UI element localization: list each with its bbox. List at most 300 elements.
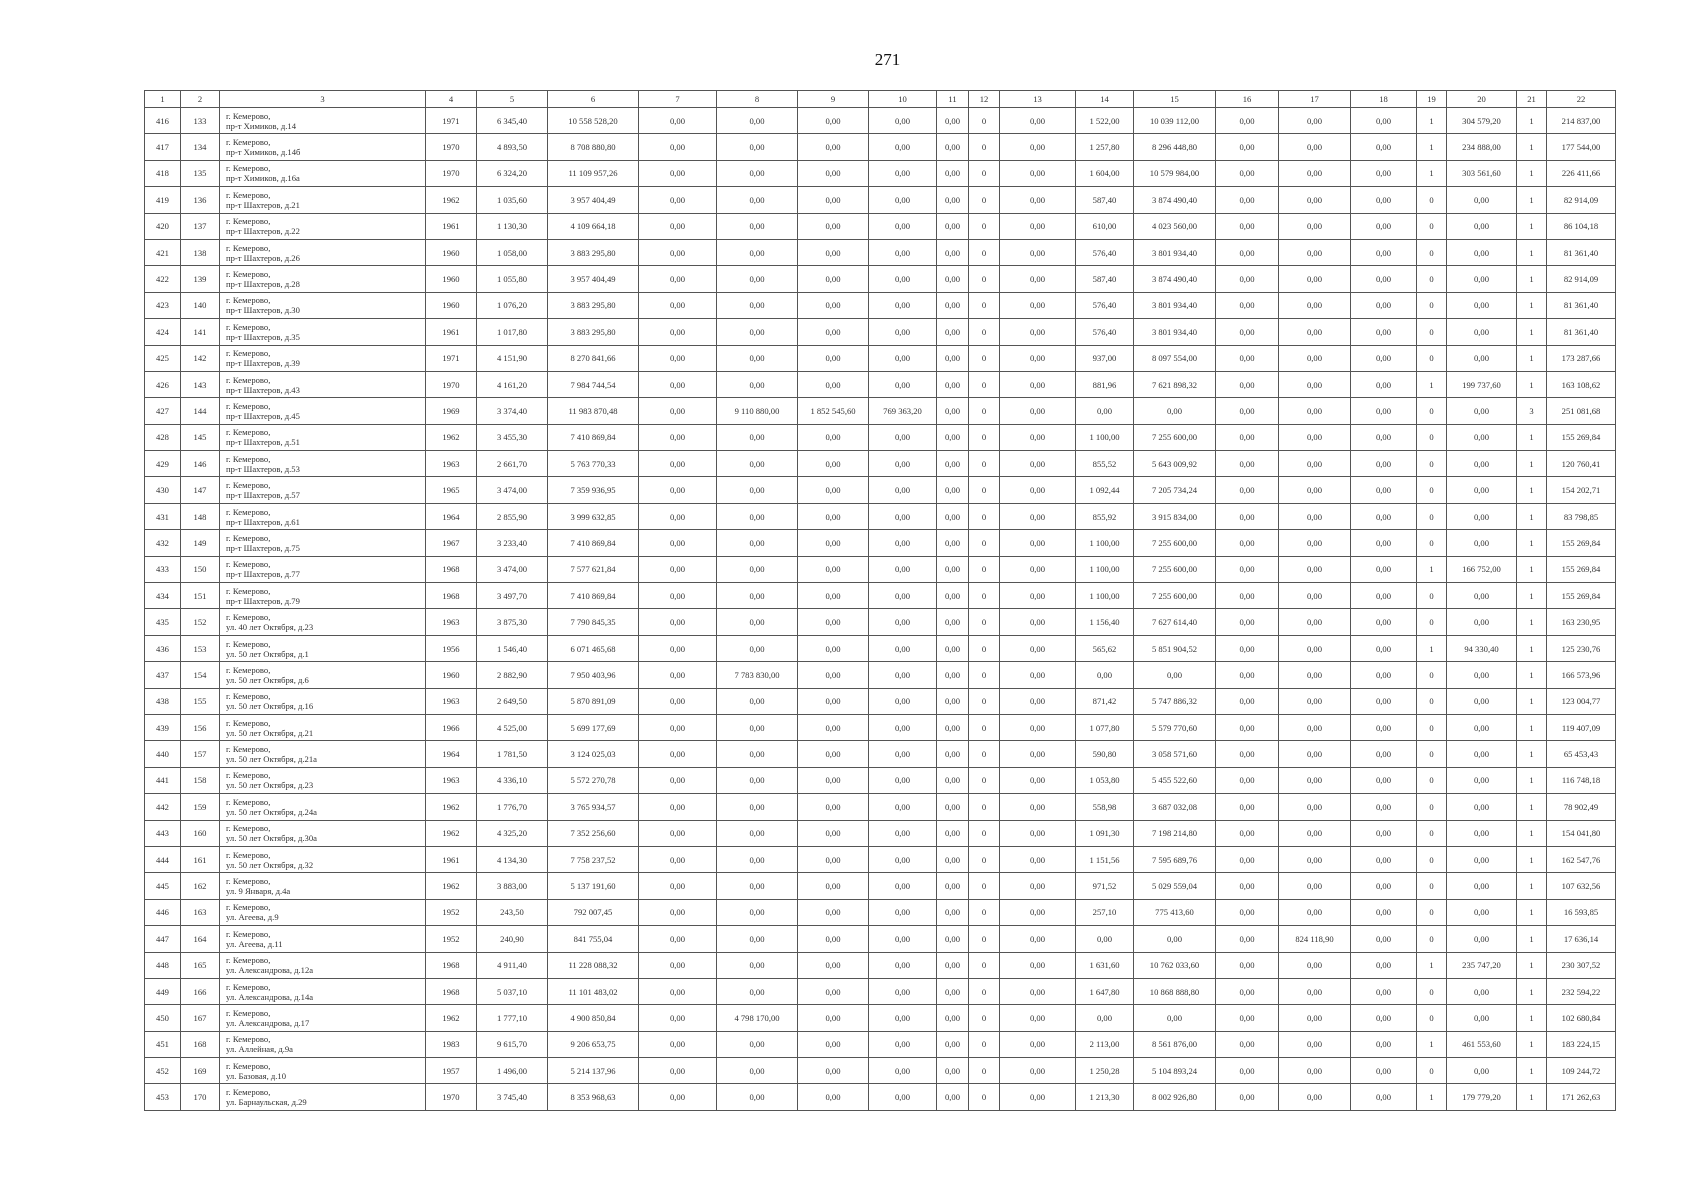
table-cell: 0,00 <box>937 873 969 899</box>
table-cell: 0,00 <box>1351 530 1417 556</box>
table-cell: 0,00 <box>869 609 937 635</box>
table-cell: 0 <box>969 635 1000 661</box>
table-cell: 0,00 <box>869 635 937 661</box>
table-row <box>145 635 1616 661</box>
table-cell: 1 <box>1517 873 1547 899</box>
table-cell: 0,00 <box>1447 609 1517 635</box>
table-cell: 0,00 <box>869 741 937 767</box>
table-cell: 0 <box>969 108 1000 134</box>
table-cell: 0,00 <box>1000 239 1076 265</box>
table-cell: 0 <box>969 741 1000 767</box>
table-cell: 10 868 888,80 <box>1134 978 1216 1004</box>
table-cell: 1 151,56 <box>1076 846 1134 872</box>
address-street: пр-т Шахтеров, д.22 <box>226 226 300 237</box>
table-cell: 7 758 237,52 <box>548 846 639 872</box>
table-cell: 0 <box>1417 477 1447 503</box>
address-street: пр-т Шахтеров, д.53 <box>226 463 300 474</box>
table-cell: 0,00 <box>1279 266 1351 292</box>
table-cell: 0,00 <box>717 213 798 239</box>
table-cell: 0,00 <box>937 345 969 371</box>
table-cell: 0,00 <box>639 1031 717 1057</box>
table-cell: 0,00 <box>1351 292 1417 318</box>
table-cell: 0,00 <box>1279 424 1351 450</box>
address-cell <box>220 978 426 1004</box>
address-street: пр-т Шахтеров, д.79 <box>226 595 300 606</box>
table-cell: 0,00 <box>1000 451 1076 477</box>
table-cell: 0 <box>1417 873 1447 899</box>
table-cell: 140 <box>181 292 220 318</box>
table-cell: 0 <box>969 424 1000 450</box>
table-cell: 565,62 <box>1076 635 1134 661</box>
table-cell: 0,00 <box>798 134 869 160</box>
table-cell: 0 <box>969 556 1000 582</box>
address-cell <box>220 741 426 767</box>
table-cell: 0 <box>1417 688 1447 714</box>
table-cell: 0,00 <box>1351 239 1417 265</box>
table-cell: 0,00 <box>1216 794 1279 820</box>
table-cell: 0,00 <box>639 187 717 213</box>
table-cell: 0,00 <box>869 873 937 899</box>
address-street: ул. 50 лет Октября, д.21 <box>226 727 314 738</box>
address-cell <box>220 503 426 529</box>
table-cell: 1 <box>1517 187 1547 213</box>
table-cell: 841 755,04 <box>548 926 639 952</box>
table-cell: 160 <box>181 820 220 846</box>
table-cell: 234 888,00 <box>1447 134 1517 160</box>
table-cell: 0,00 <box>717 319 798 345</box>
table-cell: 0,00 <box>1279 160 1351 186</box>
table-cell: 0 <box>969 1058 1000 1084</box>
column-header: 7 <box>639 91 717 108</box>
address-city: г. Кемерово, <box>226 348 271 359</box>
table-cell: 0 <box>969 345 1000 371</box>
table-cell: 0,00 <box>798 873 869 899</box>
table-cell: 1 546,40 <box>477 635 548 661</box>
table-cell: 558,98 <box>1076 794 1134 820</box>
table-cell: 0 <box>1417 662 1447 688</box>
table-cell: 0,00 <box>869 345 937 371</box>
table-cell: 116 748,18 <box>1547 767 1616 793</box>
table-cell: 0,00 <box>639 503 717 529</box>
address-cell <box>220 160 426 186</box>
table-cell: 0 <box>969 1005 1000 1031</box>
table-cell: 0 <box>969 503 1000 529</box>
address-street: пр-т Шахтеров, д.26 <box>226 252 300 263</box>
table-cell: 0,00 <box>798 583 869 609</box>
table-cell: 0,00 <box>869 371 937 397</box>
table-cell: 1 100,00 <box>1076 530 1134 556</box>
column-header: 5 <box>477 91 548 108</box>
table-cell: 7 255 600,00 <box>1134 583 1216 609</box>
table-cell: 166 752,00 <box>1447 556 1517 582</box>
column-header: 3 <box>220 91 426 108</box>
table-cell: 435 <box>145 609 181 635</box>
table-cell: 0,00 <box>1279 1031 1351 1057</box>
table-cell: 1961 <box>426 213 477 239</box>
address-street: ул. 9 Января, д.4а <box>226 886 291 897</box>
table-cell: 141 <box>181 319 220 345</box>
table-row <box>145 1005 1616 1031</box>
table-cell: 0 <box>969 899 1000 925</box>
table-cell: 442 <box>145 794 181 820</box>
table-cell: 0,00 <box>798 187 869 213</box>
table-cell: 1 <box>1517 319 1547 345</box>
table-cell: 0,00 <box>937 952 969 978</box>
table-cell: 1968 <box>426 583 477 609</box>
table-cell: 0 <box>1417 1058 1447 1084</box>
table-cell: 0,00 <box>717 451 798 477</box>
table-cell: 148 <box>181 503 220 529</box>
table-row <box>145 530 1616 556</box>
table-cell: 1968 <box>426 556 477 582</box>
address-street: ул. Александрова, д.14а <box>226 991 314 1002</box>
table-cell: 0 <box>969 160 1000 186</box>
table-cell: 0,00 <box>1216 160 1279 186</box>
address-city: г. Кемерово, <box>226 321 271 332</box>
page-number: 271 <box>874 50 901 69</box>
table-cell: 8 097 554,00 <box>1134 345 1216 371</box>
table-cell: 151 <box>181 583 220 609</box>
table-cell: 1 <box>1417 1084 1447 1110</box>
table-cell: 0,00 <box>798 846 869 872</box>
address-city: г. Кемерово, <box>226 770 271 781</box>
table-cell: 168 <box>181 1031 220 1057</box>
address-cell <box>220 424 426 450</box>
address-street: пр-т Шахтеров, д.28 <box>226 279 300 290</box>
address-cell <box>220 108 426 134</box>
table-cell: 1 <box>1517 1005 1547 1031</box>
table-cell: 0,00 <box>717 635 798 661</box>
table-row <box>145 424 1616 450</box>
table-cell: 135 <box>181 160 220 186</box>
table-cell: 0 <box>1417 926 1447 952</box>
table-cell: 0,00 <box>798 1058 869 1084</box>
table-cell: 0,00 <box>1134 398 1216 424</box>
table-cell: 0,00 <box>1000 899 1076 925</box>
table-cell: 792 007,45 <box>548 899 639 925</box>
table-cell: 444 <box>145 846 181 872</box>
table-cell: 0,00 <box>1076 1005 1134 1031</box>
table-cell: 155 <box>181 688 220 714</box>
table-cell: 0 <box>1417 609 1447 635</box>
table-cell: 0,00 <box>1216 767 1279 793</box>
table-cell: 0,00 <box>1000 635 1076 661</box>
address-street: пр-т Шахтеров, д.39 <box>226 358 300 369</box>
table-cell: 7 255 600,00 <box>1134 424 1216 450</box>
table-cell: 304 579,20 <box>1447 108 1517 134</box>
address-city: г. Кемерово, <box>226 480 271 491</box>
table-cell: 0,00 <box>1279 345 1351 371</box>
table-cell: 94 330,40 <box>1447 635 1517 661</box>
table-cell: 7 359 936,95 <box>548 477 639 503</box>
table-cell: 1 <box>1517 662 1547 688</box>
table-cell: 1 777,10 <box>477 1005 548 1031</box>
table-cell: 0,00 <box>869 1031 937 1057</box>
address-cell <box>220 556 426 582</box>
table-cell: 590,80 <box>1076 741 1134 767</box>
table-cell: 0,00 <box>1216 530 1279 556</box>
table-cell: 423 <box>145 292 181 318</box>
table-cell: 1963 <box>426 609 477 635</box>
table-cell: 0,00 <box>1279 530 1351 556</box>
table-cell: 6 324,20 <box>477 160 548 186</box>
table-cell: 0,00 <box>937 662 969 688</box>
table-cell: 0,00 <box>869 213 937 239</box>
table-cell: 0,00 <box>1279 662 1351 688</box>
table-cell: 0 <box>1417 451 1447 477</box>
address-city: г. Кемерово, <box>226 981 271 992</box>
table-cell: 9 615,70 <box>477 1031 548 1057</box>
table-cell: 0,00 <box>1216 926 1279 952</box>
table-cell: 1 055,80 <box>477 266 548 292</box>
table-cell: 0,00 <box>1279 108 1351 134</box>
table-cell: 7 198 214,80 <box>1134 820 1216 846</box>
table-cell: 424 <box>145 319 181 345</box>
table-cell: 0,00 <box>639 926 717 952</box>
address-city: г. Кемерово, <box>226 928 271 939</box>
table-row <box>145 213 1616 239</box>
address-cell <box>220 767 426 793</box>
table-cell: 5 455 522,60 <box>1134 767 1216 793</box>
address-cell <box>220 873 426 899</box>
table-cell: 0,00 <box>1351 1084 1417 1110</box>
table-cell: 2 661,70 <box>477 451 548 477</box>
table-cell: 0,00 <box>1216 477 1279 503</box>
table-cell: 0,00 <box>1000 319 1076 345</box>
table-cell: 1965 <box>426 477 477 503</box>
table-cell: 0 <box>1417 398 1447 424</box>
address-city: г. Кемерово, <box>226 374 271 385</box>
table-cell: 425 <box>145 345 181 371</box>
column-header: 15 <box>1134 91 1216 108</box>
table-cell: 166 <box>181 978 220 1004</box>
table-cell: 0,00 <box>937 926 969 952</box>
table-cell: 418 <box>145 160 181 186</box>
table-cell: 0,00 <box>1279 794 1351 820</box>
table-cell: 0,00 <box>1447 820 1517 846</box>
table-cell: 0,00 <box>798 1031 869 1057</box>
table-cell: 0,00 <box>1447 794 1517 820</box>
table-cell: 0,00 <box>717 767 798 793</box>
table-cell: 0 <box>1417 292 1447 318</box>
table-cell: 1 <box>1517 635 1547 661</box>
table-cell: 1 <box>1517 714 1547 740</box>
table-cell: 0,00 <box>717 978 798 1004</box>
table-cell: 0,00 <box>639 609 717 635</box>
table-cell: 1 <box>1517 503 1547 529</box>
table-cell: 0,00 <box>1279 1084 1351 1110</box>
address-city: г. Кемерово, <box>226 638 271 649</box>
table-cell: 0,00 <box>798 213 869 239</box>
table-cell: 0,00 <box>1447 530 1517 556</box>
table-cell: 0,00 <box>1216 899 1279 925</box>
address-city: г. Кемерово, <box>226 163 271 174</box>
table-cell: 1 <box>1517 451 1547 477</box>
table-cell: 3 883 295,80 <box>548 239 639 265</box>
table-cell: 0,00 <box>639 451 717 477</box>
table-cell: 445 <box>145 873 181 899</box>
table-cell: 0,00 <box>1000 767 1076 793</box>
column-header: 12 <box>969 91 1000 108</box>
address-cell <box>220 477 426 503</box>
table-cell: 1 647,80 <box>1076 978 1134 1004</box>
table-cell: 0,00 <box>1134 926 1216 952</box>
table-cell: 81 361,40 <box>1547 319 1616 345</box>
address-city: г. Кемерово, <box>226 242 271 253</box>
table-cell: 0,00 <box>639 160 717 186</box>
table-cell: 0,00 <box>1279 1005 1351 1031</box>
table-cell: 1960 <box>426 266 477 292</box>
table-cell: 1961 <box>426 846 477 872</box>
table-cell: 0 <box>969 239 1000 265</box>
table-cell: 0,00 <box>798 1084 869 1110</box>
table-cell: 0,00 <box>798 319 869 345</box>
table-cell: 0,00 <box>1279 583 1351 609</box>
table-cell: 0,00 <box>798 662 869 688</box>
table-cell: 0 <box>969 187 1000 213</box>
table-cell: 0 <box>969 583 1000 609</box>
address-street: пр-т Химиков, д.16а <box>226 173 300 184</box>
table-cell: 0,00 <box>798 899 869 925</box>
table-row <box>145 978 1616 1004</box>
table-cell: 419 <box>145 187 181 213</box>
table-cell: 6 071 465,68 <box>548 635 639 661</box>
table-row <box>145 503 1616 529</box>
table-cell: 102 680,84 <box>1547 1005 1616 1031</box>
table-cell: 0,00 <box>639 371 717 397</box>
column-header: 16 <box>1216 91 1279 108</box>
table-cell: 434 <box>145 583 181 609</box>
table-cell: 0,00 <box>1279 609 1351 635</box>
address-city: г. Кемерово, <box>226 902 271 913</box>
table-cell: 7 790 845,35 <box>548 609 639 635</box>
address-street: пр-т Химиков, д.14 <box>226 120 297 131</box>
table-cell: 441 <box>145 767 181 793</box>
table-cell: 0,00 <box>1447 873 1517 899</box>
address-street: ул. 50 лет Октября, д.21а <box>226 754 317 765</box>
table-cell: 163 230,95 <box>1547 609 1616 635</box>
table-cell: 1 <box>1517 556 1547 582</box>
table-cell: 0,00 <box>1000 609 1076 635</box>
column-header: 8 <box>717 91 798 108</box>
table-cell: 0,00 <box>1351 873 1417 899</box>
table-cell: 0,00 <box>1351 1005 1417 1031</box>
column-header: 1 <box>145 91 181 108</box>
table-cell: 0,00 <box>1216 820 1279 846</box>
address-cell <box>220 583 426 609</box>
table-cell: 0,00 <box>937 108 969 134</box>
address-cell <box>220 688 426 714</box>
table-cell: 1 <box>1517 794 1547 820</box>
table-cell: 162 547,76 <box>1547 846 1616 872</box>
table-cell: 251 081,68 <box>1547 398 1616 424</box>
table-cell: 0,00 <box>717 714 798 740</box>
table-cell: 0,00 <box>798 371 869 397</box>
table-cell: 1 017,80 <box>477 319 548 345</box>
table-cell: 0 <box>969 319 1000 345</box>
table-cell: 138 <box>181 239 220 265</box>
table-cell: 1 100,00 <box>1076 583 1134 609</box>
table-cell: 11 101 483,02 <box>548 978 639 1004</box>
table-cell: 120 760,41 <box>1547 451 1616 477</box>
table-cell: 1 <box>1517 820 1547 846</box>
table-cell: 1 <box>1517 345 1547 371</box>
column-header: 2 <box>181 91 220 108</box>
table-cell: 437 <box>145 662 181 688</box>
table-cell: 587,40 <box>1076 187 1134 213</box>
table-cell: 1 <box>1517 1058 1547 1084</box>
table-cell: 7 255 600,00 <box>1134 556 1216 582</box>
table-cell: 1 100,00 <box>1076 424 1134 450</box>
table-cell: 0,00 <box>937 1084 969 1110</box>
table-cell: 0,00 <box>937 767 969 793</box>
address-street: ул. 50 лет Октября, д.16 <box>226 701 314 712</box>
table-cell: 0,00 <box>717 424 798 450</box>
table-cell: 0 <box>1417 213 1447 239</box>
table-cell: 0,00 <box>717 371 798 397</box>
table-cell: 0,00 <box>1000 1031 1076 1057</box>
table-cell: 0,00 <box>1351 952 1417 978</box>
table-cell: 155 269,84 <box>1547 530 1616 556</box>
table-cell: 4 893,50 <box>477 134 548 160</box>
table-cell: 1 213,30 <box>1076 1084 1134 1110</box>
address-cell <box>220 1005 426 1031</box>
table-cell: 0,00 <box>1447 319 1517 345</box>
table-cell: 65 453,43 <box>1547 741 1616 767</box>
table-cell: 0,00 <box>639 134 717 160</box>
table-cell: 0,00 <box>937 319 969 345</box>
table-cell: 0 <box>969 530 1000 556</box>
table-cell: 416 <box>145 108 181 134</box>
table-cell: 0,00 <box>1447 187 1517 213</box>
table-cell: 0,00 <box>937 239 969 265</box>
table-cell: 824 118,90 <box>1279 926 1351 952</box>
column-header: 6 <box>548 91 639 108</box>
table-cell: 0,00 <box>1279 134 1351 160</box>
address-street: пр-т Шахтеров, д.77 <box>226 569 300 580</box>
table-cell: 0,00 <box>1279 556 1351 582</box>
table-cell: 0 <box>969 846 1000 872</box>
table-cell: 1 <box>1517 108 1547 134</box>
table-row <box>145 583 1616 609</box>
address-city: г. Кемерово, <box>226 612 271 623</box>
table-cell: 144 <box>181 398 220 424</box>
table-cell: 1 250,28 <box>1076 1058 1134 1084</box>
table-cell: 240,90 <box>477 926 548 952</box>
address-city: г. Кемерово, <box>226 559 271 570</box>
table-cell: 7 410 869,84 <box>548 583 639 609</box>
table-cell: 3 233,40 <box>477 530 548 556</box>
table-cell: 5 747 886,32 <box>1134 688 1216 714</box>
table-cell: 163 108,62 <box>1547 371 1616 397</box>
table-cell: 0 <box>969 1084 1000 1110</box>
table-cell: 0,00 <box>937 213 969 239</box>
table-cell: 1 <box>1517 1084 1547 1110</box>
table-cell: 0,00 <box>717 952 798 978</box>
table-cell: 243,50 <box>477 899 548 925</box>
table-cell: 4 134,30 <box>477 846 548 872</box>
table-cell: 107 632,56 <box>1547 873 1616 899</box>
table-cell: 177 544,00 <box>1547 134 1616 160</box>
table-cell: 3 883 295,80 <box>548 319 639 345</box>
table-cell: 1 <box>1517 846 1547 872</box>
table-cell: 0 <box>969 714 1000 740</box>
table-cell: 199 737,60 <box>1447 371 1517 397</box>
table-cell: 139 <box>181 266 220 292</box>
table-cell: 0,00 <box>869 1005 937 1031</box>
table-cell: 1 092,44 <box>1076 477 1134 503</box>
table-cell: 5 870 891,09 <box>548 688 639 714</box>
